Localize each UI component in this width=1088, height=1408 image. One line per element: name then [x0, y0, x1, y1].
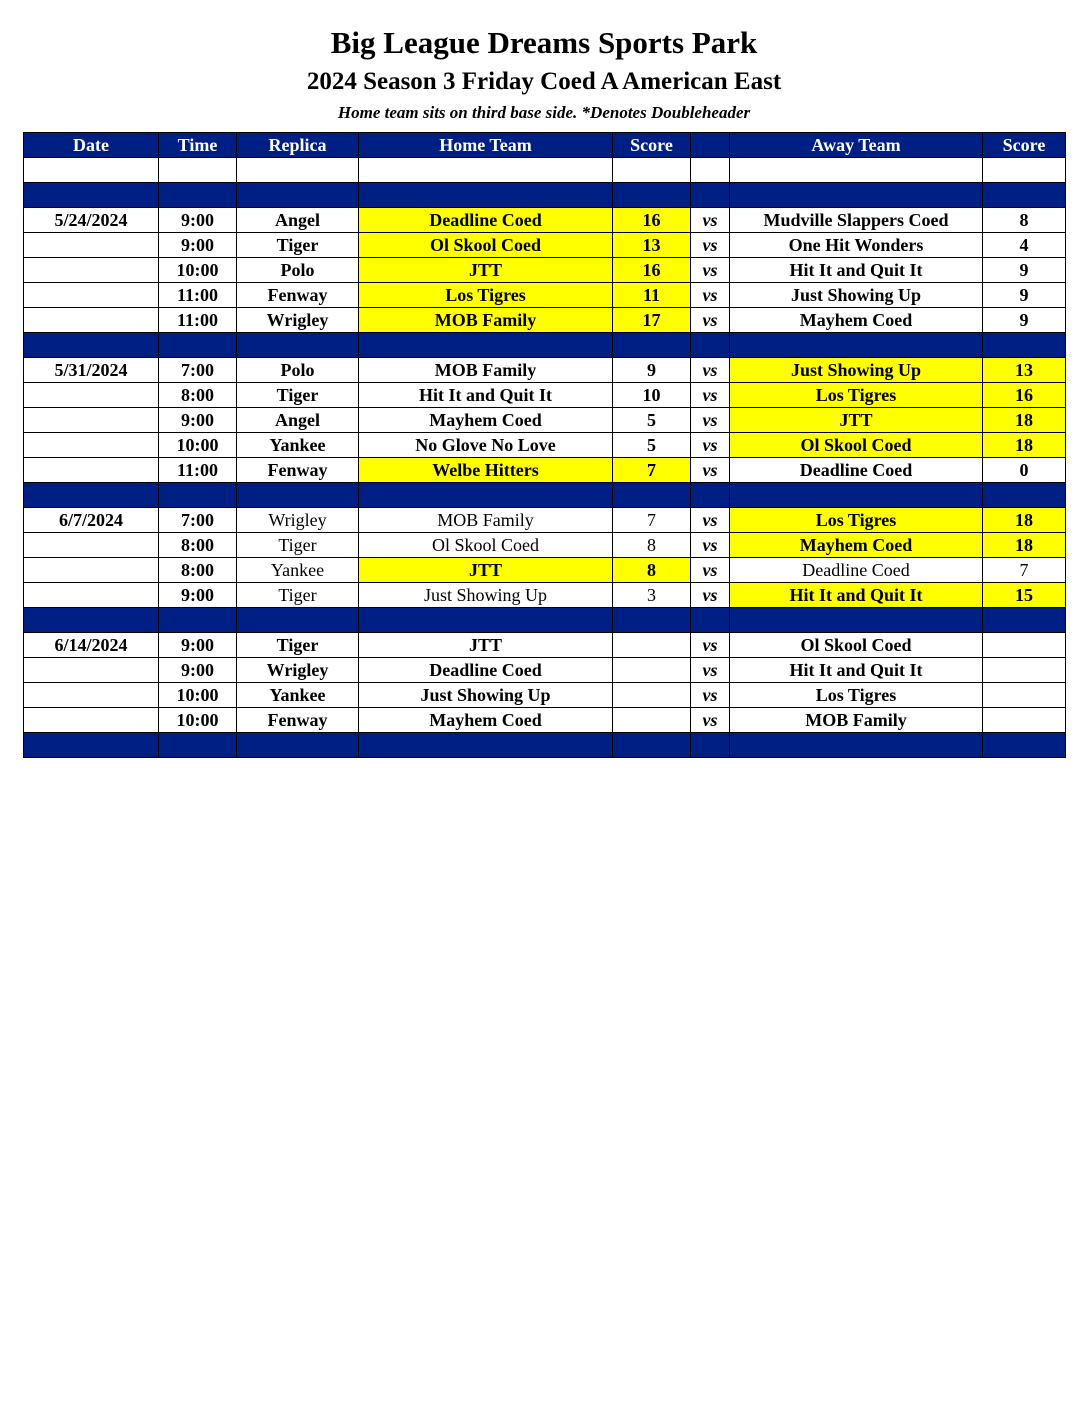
game-row — [24, 683, 1066, 708]
vs-label: vs — [691, 583, 730, 608]
home-team: MOB Family — [359, 358, 613, 383]
game-field: Tiger — [237, 533, 359, 558]
home-score: 8 — [613, 533, 691, 558]
page-note: Home team sits on third base side. *Denotes Doubleheader — [337, 103, 751, 122]
game-field: Tiger — [237, 233, 359, 258]
empty-cell — [613, 733, 691, 758]
separator-row — [24, 483, 1066, 508]
game-date — [24, 683, 159, 708]
game-date — [24, 233, 159, 258]
game-time: 8:00 — [159, 533, 237, 558]
empty-cell — [983, 608, 1066, 633]
game-field: Angel — [237, 408, 359, 433]
home-score: 17 — [613, 308, 691, 333]
home-team: No Glove No Love — [359, 433, 613, 458]
empty-cell — [237, 483, 359, 508]
game-date — [24, 708, 159, 733]
empty-cell — [730, 158, 983, 183]
away-score: 18 — [983, 433, 1066, 458]
away-team: Mayhem Coed — [730, 308, 983, 333]
empty-cell — [237, 158, 359, 183]
game-time: 7:00 — [159, 358, 237, 383]
schedule-table — [23, 132, 1066, 758]
home-score: 16 — [613, 258, 691, 283]
game-field: Yankee — [237, 433, 359, 458]
home-score: 5 — [613, 433, 691, 458]
empty-cell — [359, 608, 613, 633]
home-score — [613, 683, 691, 708]
game-date — [24, 283, 159, 308]
vs-label: vs — [691, 233, 730, 258]
game-row — [24, 533, 1066, 558]
home-team: Welbe Hitters — [359, 458, 613, 483]
home-score: 7 — [613, 508, 691, 533]
home-score — [613, 708, 691, 733]
game-row — [24, 383, 1066, 408]
away-team: Deadline Coed — [730, 458, 983, 483]
separator-row — [24, 333, 1066, 358]
column-header-away-score: Score — [983, 133, 1066, 158]
empty-cell — [691, 183, 730, 208]
empty-cell — [359, 158, 613, 183]
empty-cell — [24, 183, 159, 208]
away-score: 9 — [983, 308, 1066, 333]
game-time: 11:00 — [159, 308, 237, 333]
empty-cell — [237, 333, 359, 358]
game-time: 10:00 — [159, 258, 237, 283]
empty-cell — [359, 183, 613, 208]
away-team: Hit It and Quit It — [730, 658, 983, 683]
empty-cell — [691, 483, 730, 508]
page-header — [0, 24, 1088, 124]
home-team: Los Tigres — [359, 283, 613, 308]
empty-cell — [613, 608, 691, 633]
home-team: Mayhem Coed — [359, 408, 613, 433]
away-score: 4 — [983, 233, 1066, 258]
home-team: MOB Family — [359, 308, 613, 333]
empty-cell — [983, 733, 1066, 758]
empty-cell — [359, 483, 613, 508]
game-date — [24, 583, 159, 608]
vs-label: vs — [691, 358, 730, 383]
home-team: JTT — [359, 558, 613, 583]
away-score — [983, 658, 1066, 683]
home-score: 13 — [613, 233, 691, 258]
vs-label: vs — [691, 508, 730, 533]
game-time: 11:00 — [159, 458, 237, 483]
vs-label: vs — [691, 208, 730, 233]
column-header-time: Time — [159, 133, 237, 158]
game-row — [24, 208, 1066, 233]
away-team: Ol Skool Coed — [730, 633, 983, 658]
away-score: 16 — [983, 383, 1066, 408]
game-time: 10:00 — [159, 433, 237, 458]
empty-cell — [983, 333, 1066, 358]
game-time: 9:00 — [159, 633, 237, 658]
away-score: 9 — [983, 258, 1066, 283]
column-header-replica: Replica — [237, 133, 359, 158]
empty-cell — [24, 733, 159, 758]
away-score: 8 — [983, 208, 1066, 233]
home-team: Ol Skool Coed — [359, 233, 613, 258]
game-date: 6/7/2024 — [24, 508, 159, 533]
away-score: 15 — [983, 583, 1066, 608]
game-date — [24, 658, 159, 683]
away-score: 0 — [983, 458, 1066, 483]
game-row — [24, 233, 1066, 258]
home-score: 5 — [613, 408, 691, 433]
vs-label: vs — [691, 433, 730, 458]
game-date: 6/14/2024 — [24, 633, 159, 658]
game-date — [24, 308, 159, 333]
column-header-vs — [691, 133, 730, 158]
home-team: JTT — [359, 633, 613, 658]
empty-cell — [159, 333, 237, 358]
game-time: 8:00 — [159, 383, 237, 408]
empty-cell — [24, 333, 159, 358]
empty-cell — [983, 483, 1066, 508]
vs-label: vs — [691, 458, 730, 483]
empty-cell — [691, 733, 730, 758]
away-score — [983, 633, 1066, 658]
away-team: Just Showing Up — [730, 283, 983, 308]
page-subtitle: 2024 Season 3 Friday Coed A American East — [306, 68, 782, 95]
away-team: Mayhem Coed — [730, 533, 983, 558]
game-row — [24, 433, 1066, 458]
away-team: Hit It and Quit It — [730, 583, 983, 608]
home-score: 11 — [613, 283, 691, 308]
game-time: 9:00 — [159, 408, 237, 433]
home-score: 7 — [613, 458, 691, 483]
game-date — [24, 408, 159, 433]
game-field: Polo — [237, 258, 359, 283]
vs-label: vs — [691, 658, 730, 683]
separator-row — [24, 183, 1066, 208]
away-team: JTT — [730, 408, 983, 433]
away-score: 18 — [983, 508, 1066, 533]
empty-cell — [691, 158, 730, 183]
empty-cell — [613, 158, 691, 183]
away-team: Just Showing Up — [730, 358, 983, 383]
empty-cell — [983, 183, 1066, 208]
game-field: Fenway — [237, 283, 359, 308]
home-team: Ol Skool Coed — [359, 533, 613, 558]
away-team: Los Tigres — [730, 683, 983, 708]
empty-cell — [159, 183, 237, 208]
empty-cell — [613, 183, 691, 208]
vs-label: vs — [691, 533, 730, 558]
game-field: Wrigley — [237, 658, 359, 683]
game-time: 9:00 — [159, 208, 237, 233]
away-score: 13 — [983, 358, 1066, 383]
empty-cell — [359, 733, 613, 758]
game-field: Yankee — [237, 683, 359, 708]
game-date: 5/24/2024 — [24, 208, 159, 233]
empty-cell — [730, 608, 983, 633]
empty-cell — [730, 733, 983, 758]
game-date — [24, 458, 159, 483]
blank-row — [24, 158, 1066, 183]
game-row — [24, 458, 1066, 483]
away-team: Los Tigres — [730, 383, 983, 408]
vs-label: vs — [691, 383, 730, 408]
away-score: 9 — [983, 283, 1066, 308]
empty-cell — [237, 733, 359, 758]
home-team: Deadline Coed — [359, 658, 613, 683]
vs-label: vs — [691, 283, 730, 308]
empty-cell — [730, 483, 983, 508]
home-score: 16 — [613, 208, 691, 233]
game-field: Angel — [237, 208, 359, 233]
game-row — [24, 583, 1066, 608]
home-team: Hit It and Quit It — [359, 383, 613, 408]
away-team: One Hit Wonders — [730, 233, 983, 258]
empty-cell — [983, 158, 1066, 183]
home-score: 3 — [613, 583, 691, 608]
game-time: 9:00 — [159, 583, 237, 608]
game-date — [24, 533, 159, 558]
game-date — [24, 558, 159, 583]
game-time: 10:00 — [159, 708, 237, 733]
home-team: Deadline Coed — [359, 208, 613, 233]
away-score — [983, 708, 1066, 733]
column-header-home-score: Score — [613, 133, 691, 158]
page-title: Big League Dreams Sports Park — [330, 25, 758, 60]
vs-label: vs — [691, 408, 730, 433]
empty-cell — [24, 158, 159, 183]
empty-cell — [613, 333, 691, 358]
empty-cell — [24, 483, 159, 508]
away-score: 18 — [983, 533, 1066, 558]
game-field: Fenway — [237, 708, 359, 733]
home-team: Mayhem Coed — [359, 708, 613, 733]
empty-cell — [691, 608, 730, 633]
game-time: 7:00 — [159, 508, 237, 533]
game-row — [24, 658, 1066, 683]
empty-cell — [237, 608, 359, 633]
game-row — [24, 508, 1066, 533]
vs-label: vs — [691, 708, 730, 733]
away-score — [983, 683, 1066, 708]
game-field: Fenway — [237, 458, 359, 483]
away-score: 7 — [983, 558, 1066, 583]
away-team: Hit It and Quit It — [730, 258, 983, 283]
game-field: Yankee — [237, 558, 359, 583]
vs-label: vs — [691, 308, 730, 333]
game-row — [24, 258, 1066, 283]
separator-row — [24, 608, 1066, 633]
table-header-row — [24, 133, 1066, 158]
vs-label: vs — [691, 633, 730, 658]
game-field: Wrigley — [237, 308, 359, 333]
vs-label: vs — [691, 683, 730, 708]
empty-cell — [159, 733, 237, 758]
game-time: 10:00 — [159, 683, 237, 708]
game-row — [24, 708, 1066, 733]
schedule-body — [24, 158, 1066, 758]
empty-cell — [159, 608, 237, 633]
home-score — [613, 633, 691, 658]
game-field: Tiger — [237, 583, 359, 608]
game-date — [24, 258, 159, 283]
game-field: Wrigley — [237, 508, 359, 533]
column-header-away-team: Away Team — [730, 133, 983, 158]
game-row — [24, 408, 1066, 433]
separator-row — [24, 733, 1066, 758]
game-field: Tiger — [237, 383, 359, 408]
empty-cell — [237, 183, 359, 208]
column-header-home-team: Home Team — [359, 133, 613, 158]
home-team: MOB Family — [359, 508, 613, 533]
away-team: Ol Skool Coed — [730, 433, 983, 458]
away-team: Mudville Slappers Coed — [730, 208, 983, 233]
vs-label: vs — [691, 558, 730, 583]
home-score: 9 — [613, 358, 691, 383]
empty-cell — [730, 183, 983, 208]
home-score: 8 — [613, 558, 691, 583]
away-team: Deadline Coed — [730, 558, 983, 583]
game-row — [24, 283, 1066, 308]
home-team: Just Showing Up — [359, 683, 613, 708]
away-score: 18 — [983, 408, 1066, 433]
column-header-date: Date — [24, 133, 159, 158]
home-score — [613, 658, 691, 683]
empty-cell — [159, 483, 237, 508]
empty-cell — [159, 158, 237, 183]
game-row — [24, 358, 1066, 383]
away-team: MOB Family — [730, 708, 983, 733]
game-row — [24, 633, 1066, 658]
home-score: 10 — [613, 383, 691, 408]
game-time: 11:00 — [159, 283, 237, 308]
away-team: Los Tigres — [730, 508, 983, 533]
empty-cell — [359, 333, 613, 358]
empty-cell — [730, 333, 983, 358]
home-team: Just Showing Up — [359, 583, 613, 608]
empty-cell — [691, 333, 730, 358]
vs-label: vs — [691, 258, 730, 283]
game-time: 9:00 — [159, 658, 237, 683]
game-row — [24, 308, 1066, 333]
home-team: JTT — [359, 258, 613, 283]
game-date — [24, 383, 159, 408]
game-date — [24, 433, 159, 458]
game-field: Tiger — [237, 633, 359, 658]
game-field: Polo — [237, 358, 359, 383]
empty-cell — [24, 608, 159, 633]
game-row — [24, 558, 1066, 583]
game-time: 9:00 — [159, 233, 237, 258]
game-date: 5/31/2024 — [24, 358, 159, 383]
game-time: 8:00 — [159, 558, 237, 583]
empty-cell — [613, 483, 691, 508]
